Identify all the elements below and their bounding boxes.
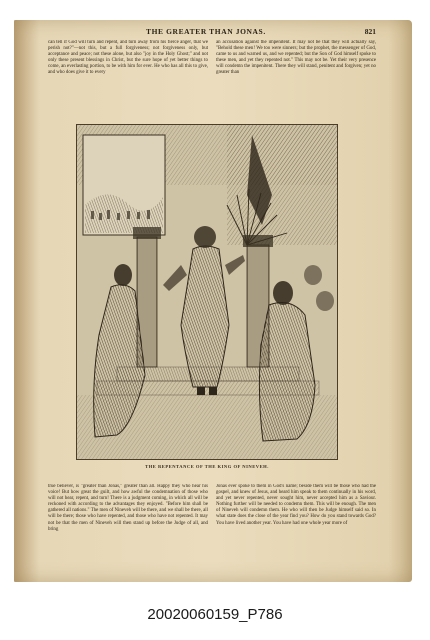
running-header-title: THE GREATER THAN JONAS. <box>146 27 266 36</box>
text-column-top-left: can tell if God will turn and repent, and turn away from his fierce anger, that we perish not?"—not this, but a full forgiveness; not forgiveness only, but acceptance and peace; not these alone, but also "joy in the Holy Ghost;" and not only these present blessings in Christ, but the sure hope of yet better things to come, an everlasting portion, to be with him for ever. He who has all this to give, and who does give it to every <box>48 40 208 76</box>
engraving-illustration <box>76 124 338 460</box>
page-number: 821 <box>364 27 376 36</box>
engraving-drawing <box>77 125 338 460</box>
text-column-bottom-left: true believer, is "greater than Jonas," greater than all. Happy they who hear his voice! But how great the guilt, and how awful the condemnation of those who will not hear, repent, and turn! There is a judgment coming, in which all will be reckoned with according to the advantages they enjoyed. "Before him shall be gathered all nations." The men of Nineveh will be there, and we shall be there, all will be there; those who have repented, and those who have not repented. It may not be that the men of Nineveh will then stand up before the Judge of all, and bring <box>48 484 208 532</box>
page-spine-stain <box>14 20 40 582</box>
text-column-top-right: an accusation against the impenitent. It may not be that they will actually say, "Behold these men! We too were sinners; but the prophet, the messenger of God, came to us and warned us, and we repented; but the Son of God himself spoke to these men, and yet they repented not." This may not be. Yet their very presence will condemn the impenitent. There they will stand, penitent and forgiven; yet no greater than <box>216 40 376 76</box>
running-header <box>46 27 376 39</box>
catalog-id-label: 20020060159_P786 <box>147 606 283 623</box>
illustration-caption: THE REPENTANCE OF THE KING OF NINEVEH. <box>145 464 269 469</box>
text-column-bottom-right: Jonas ever spoke to them in God's name; beside them will be those who had the gospel, and knew of Jesus, and heard him speak to them continually in his word, and yet never repented, never sought him, never accepted him as a Saviour. Nothing further will be needed to condemn them. This will be enough. The men of Nineveh will condemn them. He who will then be Judge himself said so. In what state does the close of the year find you? How do you stand towards God? You have lived another year. You have had one whole year more of <box>216 484 376 526</box>
